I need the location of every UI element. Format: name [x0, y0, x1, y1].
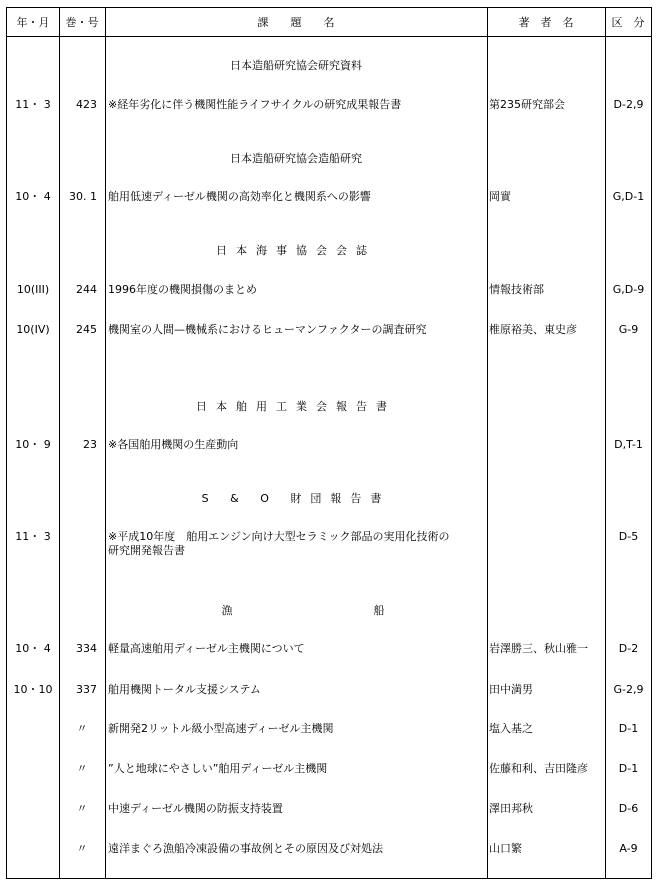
row-category: D,T-1 [614, 438, 643, 451]
section-heading: 日本海事協会会誌 [216, 244, 376, 257]
row-title: ※経年劣化に伴う機関性能ライフサイクルの研究成果報告書 [108, 98, 402, 111]
section-heading: 日本舶用工業会報告書 [196, 400, 396, 413]
row-volume: 30. 1 [69, 190, 97, 203]
row-date: 10・ 4 [15, 190, 51, 203]
row-category: D-1 [618, 722, 639, 735]
row-category: D-2 [618, 642, 639, 655]
row-title: 舶用低速ディーゼル機関の高効率化と機関系への影響 [108, 190, 371, 203]
row-date: 11・ 3 [15, 530, 51, 543]
row-category: G-9 [618, 323, 639, 336]
row-author: 岡實 [489, 190, 511, 203]
row-date: 10(III) [16, 283, 50, 296]
row-category: A-9 [619, 842, 638, 855]
row-author: 山口繁 [489, 842, 522, 855]
header-volume: 巻・号 [65, 16, 99, 29]
header-divider [7, 36, 651, 37]
row-title: ”人と地球にやさしい”舶用ディーゼル主機関 [108, 762, 328, 775]
row-volume: 334 [76, 642, 97, 655]
row-volume: 337 [76, 683, 97, 696]
row-category: D-5 [618, 530, 639, 543]
row-date: 11・ 3 [15, 98, 51, 111]
row-category: G,D-9 [612, 283, 645, 296]
row-volume-ditto: 〃 [76, 722, 88, 735]
row-title: 1996年度の機関損傷のまとめ [108, 283, 257, 296]
section-heading: S & O 財団報告書 [201, 492, 391, 505]
section-heading: 日本造船研究協会造船研究 [230, 152, 362, 165]
row-date: 10・10 [13, 683, 53, 696]
row-volume: 245 [76, 323, 97, 336]
section-heading-right: 船 [373, 604, 385, 617]
section-heading-left: 漁 [221, 604, 233, 617]
row-author: 岩澤勝三、秋山雅一 [489, 642, 588, 655]
section-heading: 日本造船研究協会研究資料 [230, 59, 362, 72]
row-volume [59, 530, 105, 543]
row-category: D-2,9 [613, 98, 644, 111]
header-title: 課 題 名 [257, 16, 335, 29]
row-category: G-2,9 [613, 683, 644, 696]
row-date: 10(IV) [16, 323, 50, 336]
row-category: D-1 [618, 762, 639, 775]
row-title-continued: 研究開発報告書 [108, 544, 185, 557]
row-author: 佐藤和利、吉田隆彦 [489, 762, 588, 775]
row-category: D-6 [618, 802, 639, 815]
row-title: 新開発2リットル級小型高速ディーゼル主機関 [108, 722, 334, 735]
row-title: 舶用機関トータル支援システム [108, 683, 261, 696]
row-title: 軽量高速舶用ディーゼル主機関について [108, 642, 305, 655]
row-volume: 244 [76, 283, 97, 296]
row-volume-ditto: 〃 [76, 842, 88, 855]
column-divider [105, 8, 106, 878]
row-volume: 423 [76, 98, 97, 111]
publication-table [6, 7, 652, 879]
row-author: 情報技術部 [489, 283, 544, 296]
row-title: 中速ディーゼル機関の防振支持装置 [108, 802, 283, 815]
row-author: 第235研究部会 [489, 98, 565, 111]
row-volume: 23 [83, 438, 97, 451]
row-author: 塩入基之 [489, 722, 533, 735]
row-author: 澤田邦秋 [489, 802, 533, 815]
row-author: 田中満男 [489, 683, 533, 696]
row-volume-ditto: 〃 [76, 762, 88, 775]
row-title: 遠洋まぐろ漁船冷凍設備の事故例とその原因及び対処法 [108, 842, 383, 855]
header-category: 区 分 [611, 16, 645, 29]
row-category: G,D-1 [612, 190, 645, 203]
header-author: 著 者 名 [518, 16, 574, 29]
row-title: ※平成10年度 舶用エンジン向け大型セラミック部品の実用化技術の [108, 530, 450, 543]
row-title: 機関室の人間—機械系におけるヒューマンファクターの調査研究 [108, 323, 427, 336]
row-author: 椎原裕美、東史彦 [489, 323, 577, 336]
row-volume-ditto: 〃 [76, 802, 88, 815]
row-date: 10・ 9 [15, 438, 51, 451]
row-title: ※各国舶用機関の生産動向 [108, 438, 239, 451]
header-date: 年・月 [16, 16, 50, 29]
row-date: 10・ 4 [15, 642, 51, 655]
